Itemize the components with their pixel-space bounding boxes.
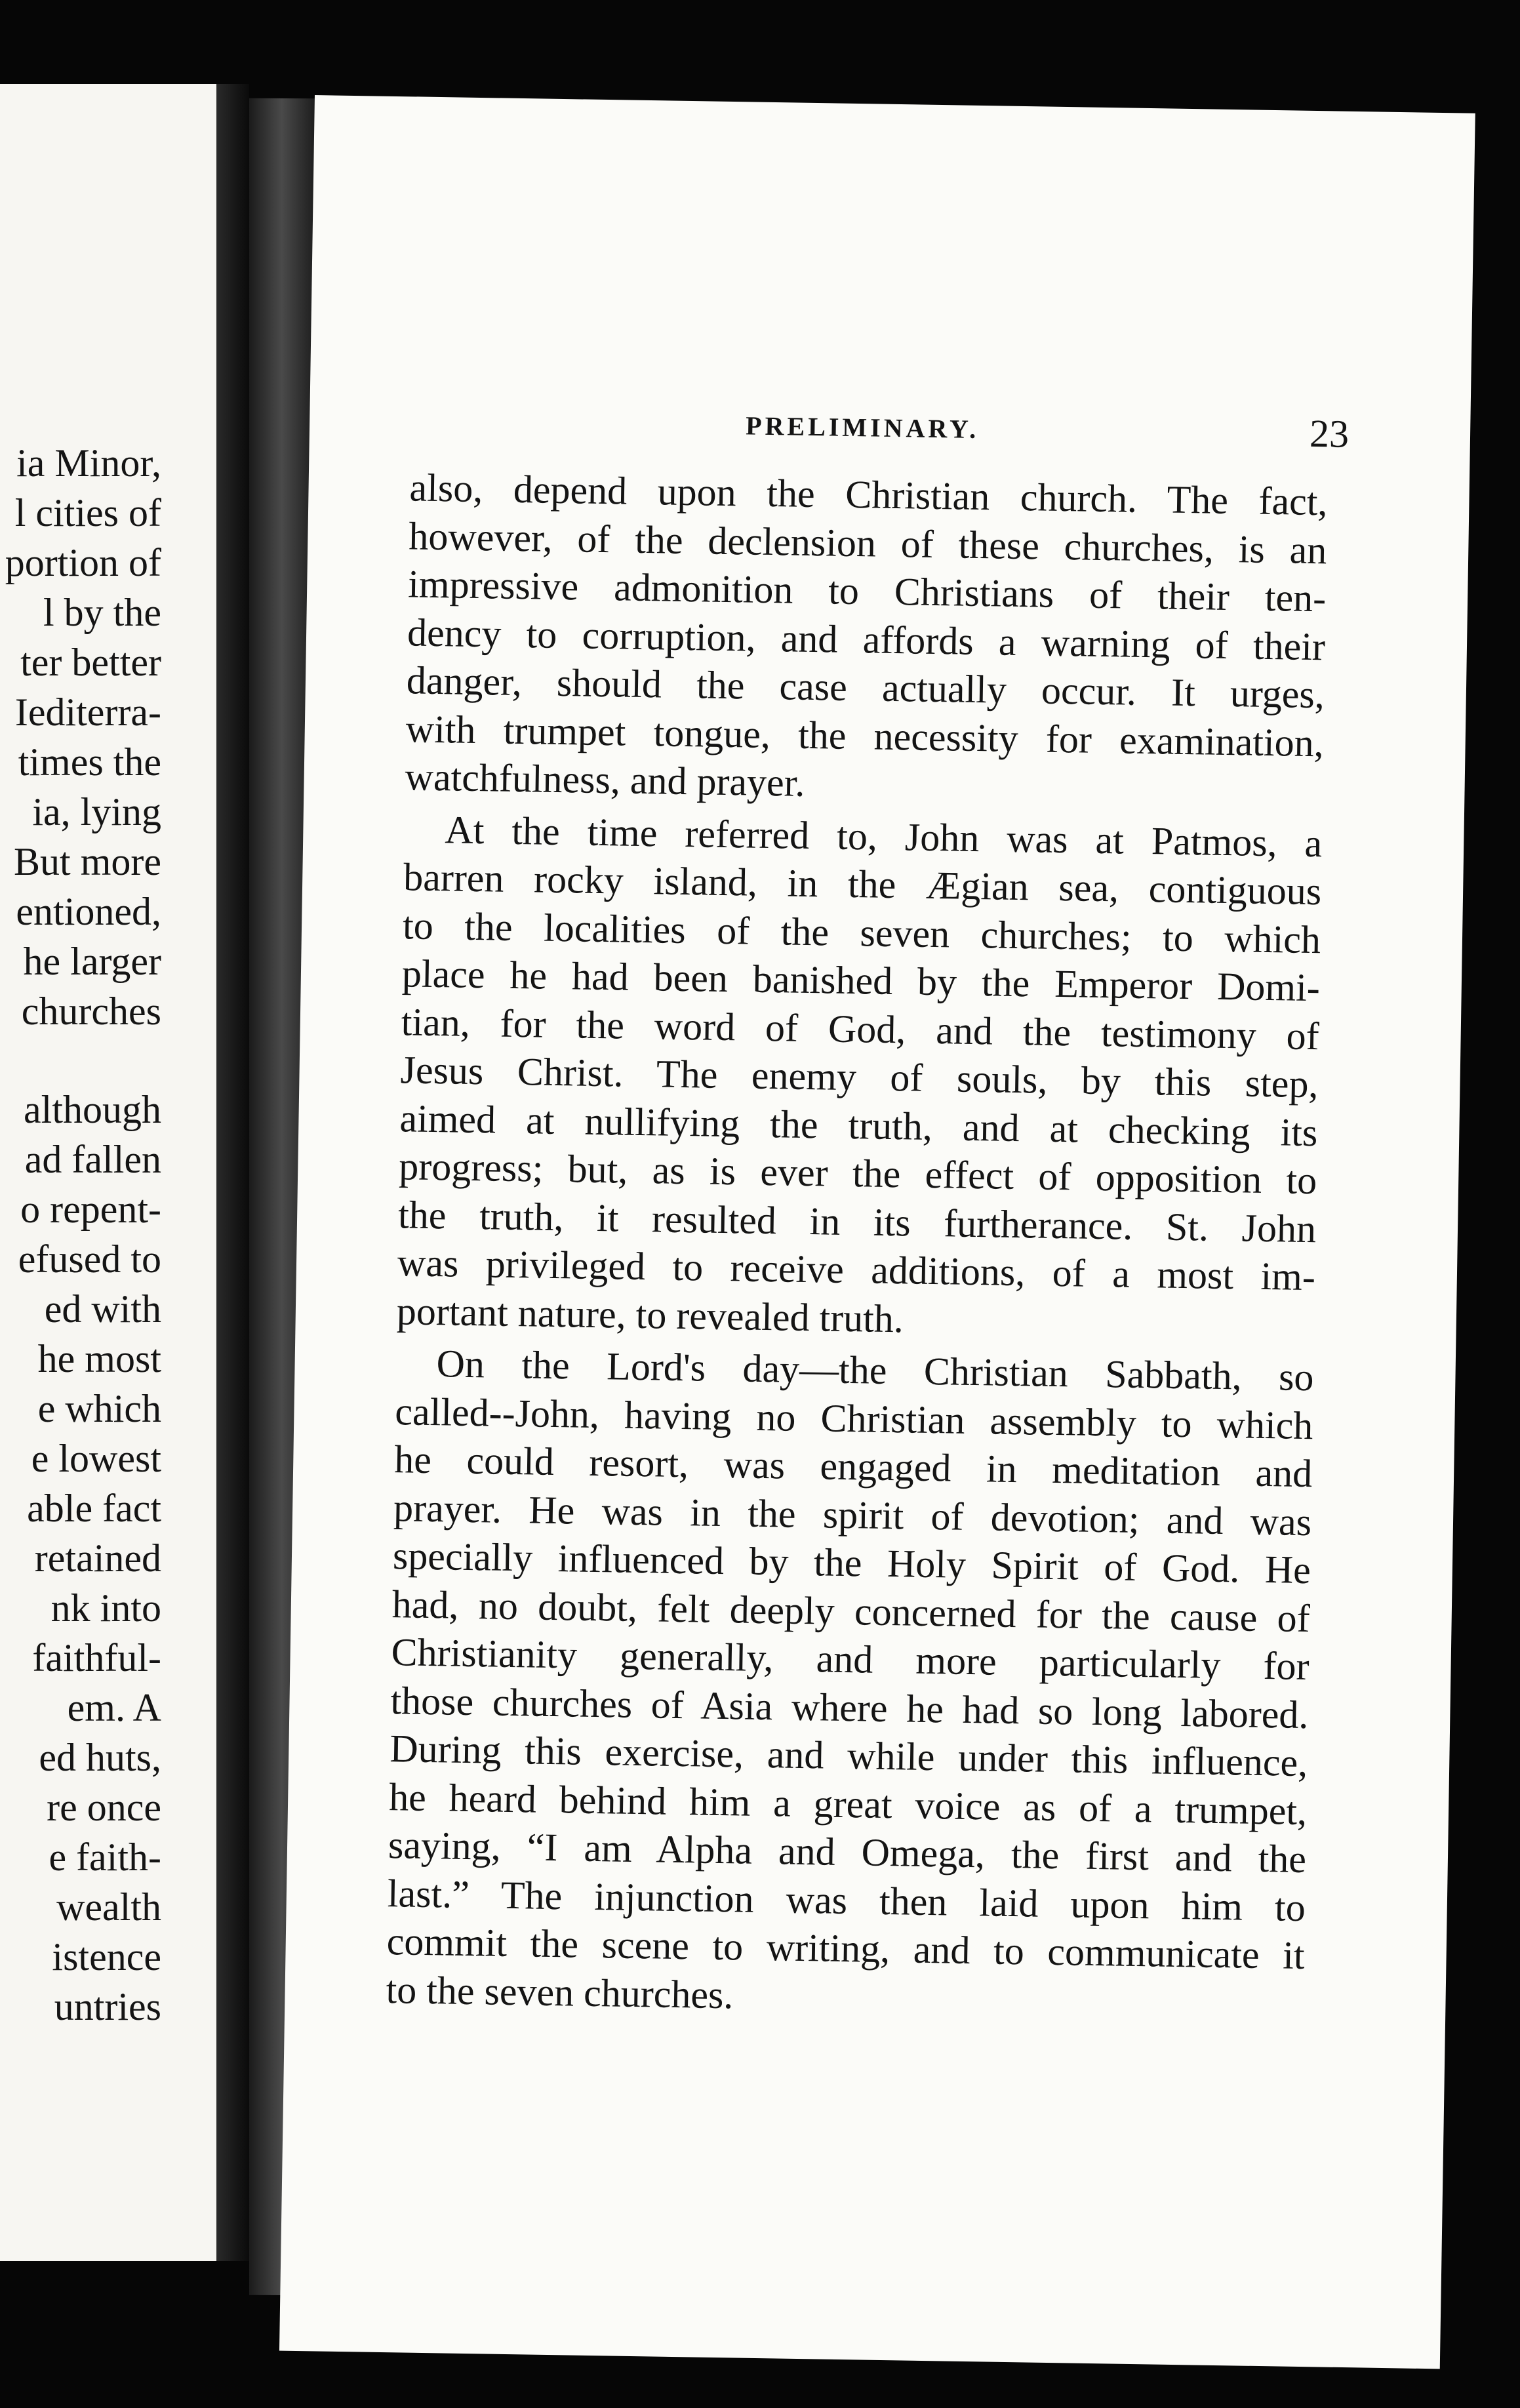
text-line: portant nature, to revealed truth.	[396, 1289, 904, 1340]
text-line: to the localities of the seven churches; to which	[402, 903, 1321, 961]
left-page-line: e lowest	[31, 1437, 161, 1480]
left-page-text	[0, 438, 161, 2032]
left-page-line: churches	[21, 990, 161, 1033]
left-page-line: re once	[47, 1786, 161, 1829]
text-line: On the Lord's day—the Christian Sabbath, so	[436, 1342, 1314, 1399]
left-page-line: ter better	[20, 641, 161, 684]
left-page-line: e faith-	[49, 1836, 161, 1879]
left-page-line: faithful-	[32, 1636, 161, 1679]
left-page-line: although	[24, 1088, 161, 1131]
left-page-line: But more	[14, 840, 161, 883]
text-line: aimed at nullifying the truth, and at checking its	[399, 1096, 1318, 1154]
page-number: 23	[1309, 411, 1350, 456]
left-page-line: times the	[18, 740, 161, 784]
left-page-line: retained	[34, 1536, 161, 1580]
text-line: with trumpet tongue, the necessity for examination,	[405, 706, 1325, 765]
text-line: specially influenced by the Holy Spirit of God. He	[392, 1534, 1311, 1592]
text-line: barren rocky island, in the Ægian sea, contiguous	[403, 855, 1322, 913]
left-page-line: he most	[37, 1337, 161, 1380]
left-page-line: untries	[54, 1985, 161, 2028]
text-line: commit the scene to writing, and to communicate it	[386, 1919, 1306, 1978]
text-line: those churches of Asia where he had so long labored.	[390, 1678, 1309, 1736]
left-page-line: ia, lying	[32, 790, 161, 833]
text-line: dency to corruption, and affords a warning of their	[407, 610, 1326, 668]
text-line: saying, “I am Alpha and Omega, the first and the	[388, 1823, 1307, 1881]
left-page-line: nk into	[50, 1586, 161, 1630]
body-text	[386, 464, 1328, 2028]
text-line: he could resort, was engaged in meditation and	[393, 1437, 1313, 1496]
right-page	[279, 95, 1475, 2369]
text-line: called--John, having no Christian assembly to which	[394, 1389, 1313, 1447]
left-page-line: wealth	[56, 1885, 161, 1929]
left-page-line: e which	[37, 1387, 161, 1430]
left-page-line: he larger	[23, 940, 161, 983]
left-page-line: em. A	[67, 1686, 161, 1729]
text-line: During this exercise, and while under this influence,	[389, 1727, 1308, 1785]
text-line: danger, should the case actually occur. It urges,	[406, 658, 1325, 717]
text-line: watchfulness, and prayer.	[405, 755, 805, 805]
left-facing-page	[0, 84, 216, 2261]
left-page-line: o repent-	[20, 1188, 161, 1231]
book-gutter	[216, 84, 249, 2261]
text-line: Christianity generally, and more particularly for	[391, 1630, 1310, 1689]
left-page-line: ed with	[44, 1287, 161, 1331]
left-page-line: ia Minor,	[16, 441, 161, 485]
running-head	[309, 403, 1470, 474]
text-line: also, depend upon the Christian church. The fact,	[409, 466, 1328, 524]
left-page-line: l by the	[43, 591, 161, 634]
text-line: last.” The injunction was then laid upon him to	[387, 1871, 1306, 1929]
left-page-line: Iediterra-	[14, 691, 161, 734]
paragraph-gap	[0, 1036, 161, 1085]
left-page-line: portion of	[5, 541, 161, 584]
text-line: he heard behind him a great voice as of a trumpet,	[388, 1775, 1308, 1833]
text-line: progress; but, as is ever the effect of opposition to	[398, 1144, 1317, 1203]
text-line: however, of the declension of these churches, is an	[408, 513, 1327, 572]
text-line: had, no doubt, felt deeply concerned for the cause of	[391, 1582, 1311, 1640]
left-page-line: able fact	[27, 1487, 161, 1530]
text-line: impressive admonition to Christians of their ten-	[407, 562, 1327, 620]
running-head-title: PRELIMINARY.	[745, 411, 980, 444]
left-page-line: ed huts,	[39, 1736, 161, 1779]
text-line: to the seven churches.	[386, 1967, 734, 2017]
left-page-line: istence	[52, 1935, 161, 1978]
text-line: place he had been banished by the Emperor Domi-	[401, 952, 1321, 1010]
text-line: prayer. He was in the spirit of devotion; and was	[393, 1485, 1312, 1544]
left-page-line: efused to	[18, 1237, 161, 1281]
text-line: the truth, it resulted in its furtherance. St. John	[397, 1192, 1317, 1251]
text-line: tian, for the word of God, and the testimony of	[401, 999, 1320, 1058]
text-line: At the time referred to, John was at Patmos, a	[444, 807, 1323, 865]
text-line: was privileged to receive additions, of a most im-	[397, 1241, 1316, 1299]
left-page-line: entioned,	[16, 890, 161, 933]
left-page-line: ad fallen	[24, 1138, 161, 1181]
text-line: Jesus Christ. The enemy of souls, by this step,	[400, 1048, 1319, 1106]
left-page-line: l cities of	[14, 491, 161, 534]
